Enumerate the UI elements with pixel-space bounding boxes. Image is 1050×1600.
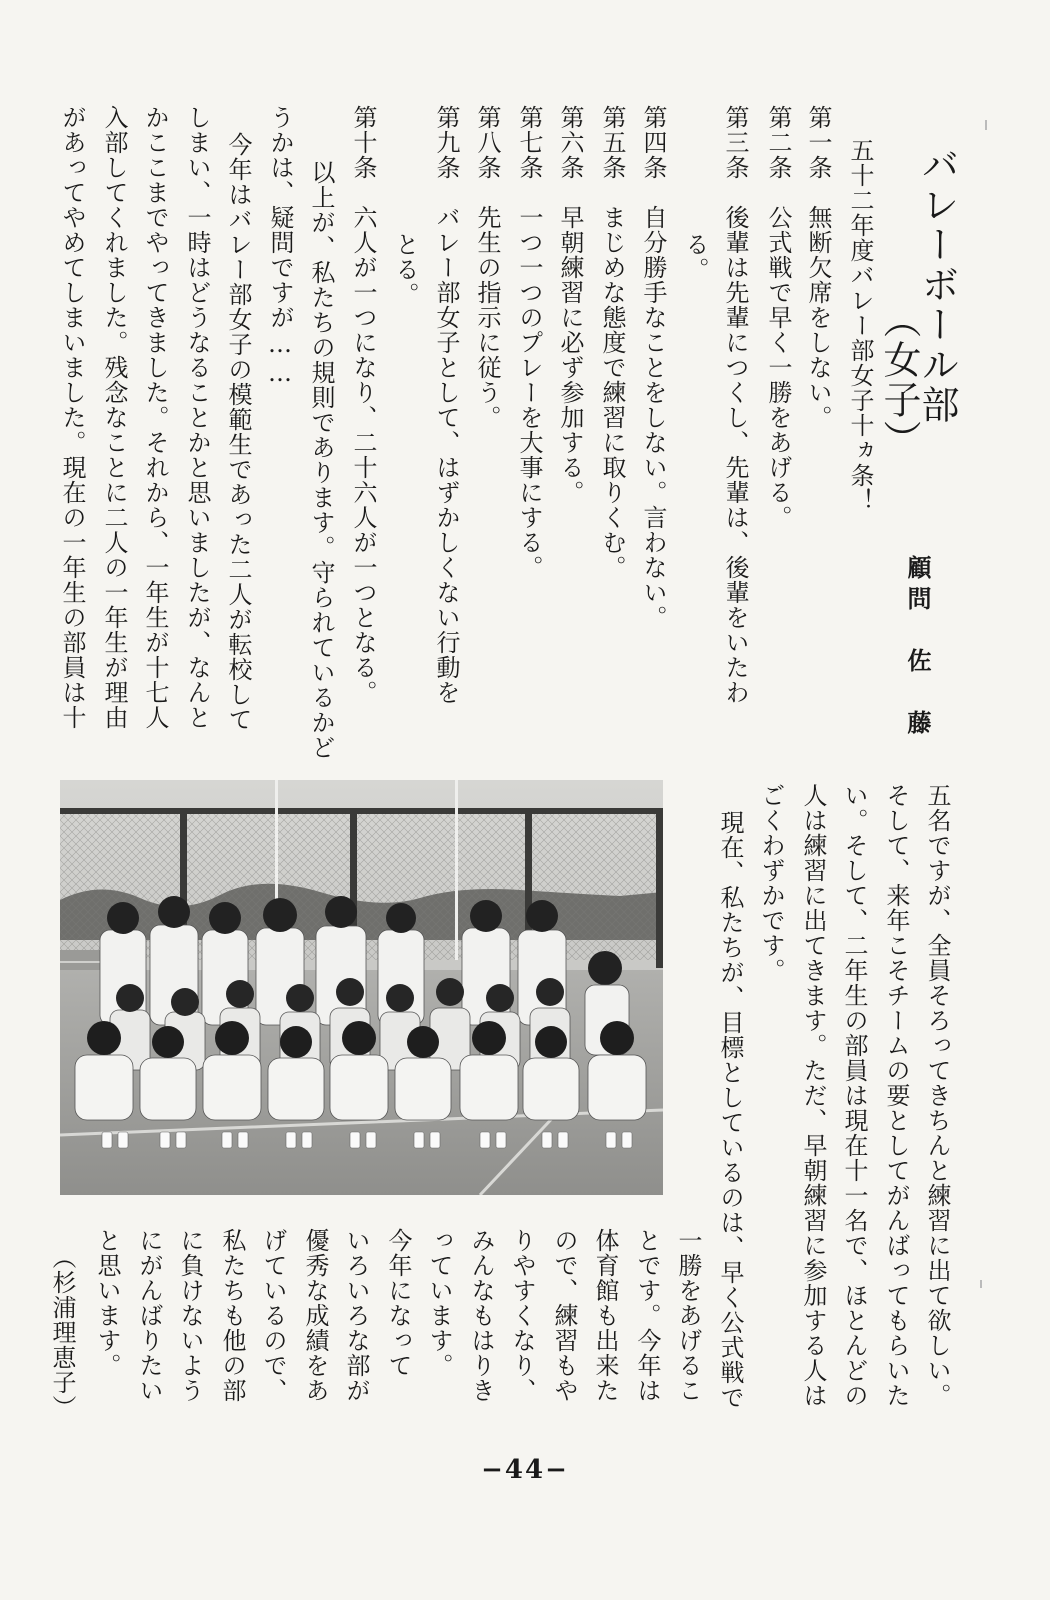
rules-heading: 五十二年度バレー部女子十ヵ条！ (846, 138, 874, 513)
body-paragraph-line: 一勝をあげるこ (674, 1228, 702, 1403)
rule-item: 第一条 無断欠席をしない。 (804, 105, 832, 430)
body-paragraph-line: に負けないよう (176, 1228, 204, 1403)
body-paragraph-line: 入部してくれました。残念なことに二人の一年生が理由 (100, 105, 128, 730)
scan-speck (985, 120, 987, 130)
body-paragraph-line: 私たちも他の部 (218, 1228, 246, 1403)
rule-item: 第七条 一つ一つのプレーを大事にする。 (515, 105, 543, 580)
body-paragraph-line: 今年はバレー部女子の模範生であった二人が転校して (224, 132, 252, 732)
team-photo-graphic (60, 780, 663, 1195)
article-title-line1: バレーボール部 (915, 145, 959, 425)
body-paragraph-line: 優秀な成績をあ (301, 1228, 329, 1403)
scan-speck (980, 1280, 982, 1288)
body-paragraph-line: っています。 (425, 1228, 453, 1378)
body-paragraph-line: りやすくなり、 (508, 1228, 536, 1403)
body-paragraph-line: 今年になって (384, 1228, 412, 1378)
body-paragraph-line: げているので、 (259, 1228, 287, 1403)
body-paragraph-line: 人は練習に出てきます。ただ、早朝練習に参加する人は (799, 783, 827, 1408)
rule-item: 第六条 早朝練習に必ず参加する。 (556, 105, 584, 505)
rule-item: 第八条 先生の指示に従う。 (473, 105, 501, 430)
rule-item: 第四条 自分勝手なことをしない。言わない。 (639, 105, 667, 630)
page-number: −44− (481, 1455, 569, 1485)
body-paragraph-line: い。そして、二年生の部員は現在十一名で、ほとんどの (840, 783, 868, 1408)
team-photo (60, 780, 663, 1195)
body-paragraph-line: しまい、一時はどうなることかと思いましたが、なんと (183, 105, 211, 730)
author-signature: （杉浦理恵子） (48, 1245, 76, 1420)
article-byline: 顧問 佐 藤 (903, 555, 932, 741)
body-paragraph-line: 体育館も出来た (591, 1228, 619, 1403)
rule-item: る。 (681, 232, 709, 282)
rule-item: 第五条 まじめな態度で練習に取りくむ。 (598, 105, 626, 580)
body-paragraph-line: かここまでやってきました。それから、一年生が十七人 (141, 105, 169, 730)
body-paragraph-line: 現在、私たちが、目標としているのは、早く公式戦で (716, 810, 744, 1410)
body-paragraph-line: ごくわずかです。 (757, 783, 785, 983)
body-paragraph-line: とです。今年は (633, 1228, 661, 1403)
rule-item: 第三条 後輩は先輩につくし、先輩は、後輩をいたわ (721, 105, 749, 705)
body-paragraph-line: にがんばりたい (135, 1228, 163, 1403)
body-paragraph-line: 以上が、私たちの規則であります。守られているかど (307, 160, 335, 760)
rule-item: 第二条 公式戦で早く一勝をあげる。 (764, 105, 792, 530)
article-title-line2: （女子） (877, 300, 921, 460)
body-paragraph-line: 五名ですが、全員そろってきちんと練習に出て欲しい。 (923, 783, 951, 1408)
body-paragraph-line: があってやめてしまいました。現在の一年生の部員は十 (58, 105, 86, 730)
body-paragraph-line: そして、来年こそチームの要としてがんばってもらいた (882, 783, 910, 1408)
body-paragraph-line: うかは、疑問ですが…… (266, 105, 294, 388)
body-paragraph-line: と思います。 (93, 1228, 121, 1378)
rule-item: とる。 (391, 232, 419, 307)
body-paragraph-line: ので、練習もや (550, 1228, 578, 1403)
rule-item: 第九条 バレー部女子として、はずかしくない行動を (432, 105, 460, 705)
rule-item: 第十条 六人が一つになり、二十六人が一つとなる。 (349, 105, 377, 705)
body-paragraph-line: いろいろな部が (342, 1228, 370, 1403)
body-paragraph-line: みんなもはりき (467, 1228, 495, 1403)
